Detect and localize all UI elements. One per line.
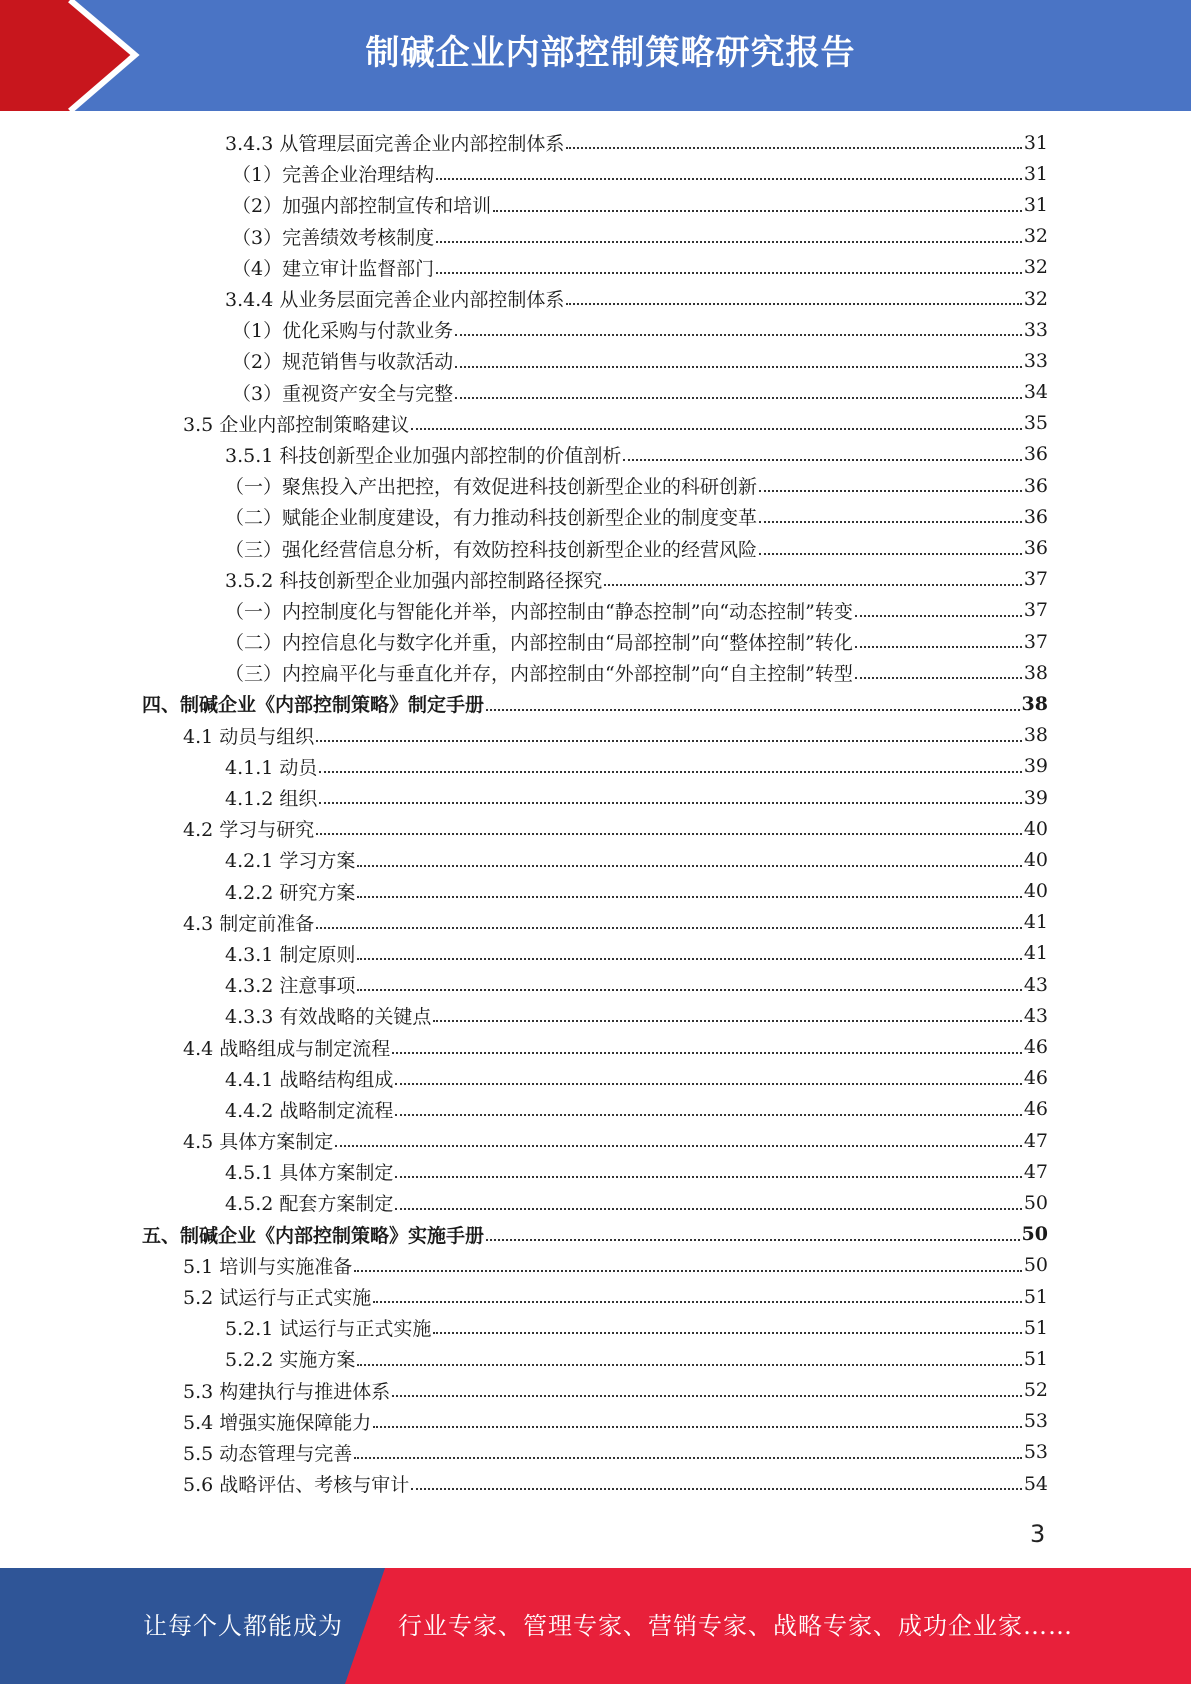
toc-leader-dots	[354, 1457, 1022, 1459]
toc-leader-dots	[373, 1426, 1022, 1428]
table-of-contents	[0, 127, 1191, 1499]
toc-entry-label: 4.5 具体方案制定	[183, 1131, 334, 1154]
toc-entry-label: 5.3 构建执行与推进体系	[183, 1380, 391, 1403]
toc-entry-label: 4.2 学习与研究	[183, 819, 315, 842]
toc-entry-label: 3.4.3 从管理层面完善企业内部控制体系	[225, 133, 565, 156]
toc-entry[interactable]	[0, 969, 1191, 1000]
toc-entry-label: 5.4 增强实施保障能力	[183, 1411, 372, 1434]
toc-entry-page: 46	[1023, 1067, 1048, 1090]
toc-leader-dots	[395, 1208, 1021, 1210]
header-arrow-decoration	[0, 0, 150, 111]
page-header	[0, 0, 1191, 111]
toc-entry-page: 47	[1023, 1160, 1048, 1183]
toc-entry-page: 52	[1023, 1379, 1048, 1402]
toc-entry-page: 53	[1023, 1410, 1048, 1433]
toc-leader-dots	[759, 553, 1022, 555]
toc-entry-label: （一）聚焦投入产出把控，有效促进科技创新型企业的科研创新	[225, 476, 758, 499]
toc-entry-page: 50	[1021, 1223, 1048, 1246]
toc-entry[interactable]	[0, 688, 1191, 719]
toc-entry-page: 39	[1023, 755, 1048, 778]
toc-leader-dots	[357, 958, 1021, 960]
toc-entry-label: 5.2 试运行与正式实施	[183, 1287, 372, 1310]
toc-entry-page: 38	[1023, 724, 1048, 747]
toc-entry-page: 51	[1023, 1347, 1048, 1370]
toc-leader-dots	[395, 1083, 1021, 1085]
toc-leader-dots	[357, 989, 1021, 991]
toc-entry-page: 33	[1023, 349, 1048, 372]
toc-entry[interactable]	[0, 221, 1191, 252]
toc-leader-dots	[436, 241, 1022, 243]
toc-entry[interactable]	[0, 1063, 1191, 1094]
toc-entry-page: 53	[1023, 1441, 1048, 1464]
toc-entry[interactable]	[0, 1250, 1191, 1281]
toc-entry-label: 4.2.2 研究方案	[225, 881, 356, 904]
toc-entry-label: 3.4.4 从业务层面完善企业内部控制体系	[225, 289, 565, 312]
footer-slogan-left: 让每个人都能成为	[143, 1612, 343, 1640]
toc-entry[interactable]	[0, 1000, 1191, 1031]
toc-entry-page: 46	[1023, 1098, 1048, 1121]
toc-entry-page: 36	[1023, 474, 1048, 497]
toc-entry-page: 37	[1023, 630, 1048, 653]
toc-entry[interactable]	[0, 1125, 1191, 1156]
toc-entry-page: 31	[1023, 193, 1048, 216]
toc-entry-page: 36	[1023, 537, 1048, 560]
toc-entry-page: 50	[1023, 1254, 1048, 1277]
toc-entry-page: 31	[1023, 131, 1048, 154]
toc-entry[interactable]	[0, 1343, 1191, 1374]
toc-entry-page: 33	[1023, 318, 1048, 341]
toc-entry-page: 38	[1021, 692, 1048, 715]
toc-entry-page: 39	[1023, 786, 1048, 809]
toc-entry[interactable]	[0, 189, 1191, 220]
toc-entry-page: 41	[1023, 911, 1048, 934]
toc-leader-dots	[316, 740, 1022, 742]
toc-entry-page: 40	[1023, 848, 1048, 871]
toc-leader-dots	[455, 397, 1022, 399]
toc-entry-label: 5.2.1 试运行与正式实施	[225, 1318, 432, 1341]
toc-entry[interactable]	[0, 813, 1191, 844]
toc-entry-page: 43	[1023, 1004, 1048, 1027]
toc-entry[interactable]	[0, 470, 1191, 501]
toc-entry[interactable]	[0, 345, 1191, 376]
toc-leader-dots	[486, 709, 1020, 711]
toc-entry-label: 5.2.2 实施方案	[225, 1349, 356, 1372]
toc-entry-page: 46	[1023, 1036, 1048, 1059]
toc-entry-page: 36	[1023, 443, 1048, 466]
toc-leader-dots	[759, 521, 1022, 523]
toc-entry[interactable]	[0, 595, 1191, 626]
toc-entry-page: 43	[1023, 973, 1048, 996]
toc-entry[interactable]	[0, 1437, 1191, 1468]
toc-entry-label: 5.6 战略评估、考核与审计	[183, 1474, 410, 1497]
toc-leader-dots	[357, 865, 1021, 867]
toc-entry-label: 4.5.2 配套方案制定	[225, 1193, 394, 1216]
toc-entry[interactable]	[0, 314, 1191, 345]
toc-entry-label: 4.3.2 注意事项	[225, 975, 356, 998]
toc-entry-label: （三）强化经营信息分析，有效防控科技创新型企业的经营风险	[225, 538, 758, 561]
toc-entry-page: 51	[1023, 1285, 1048, 1308]
toc-leader-dots	[759, 490, 1022, 492]
toc-entry-page: 32	[1023, 287, 1048, 310]
toc-entry-page: 31	[1023, 162, 1048, 185]
toc-entry-label: 5.5 动态管理与完善	[183, 1442, 353, 1465]
toc-entry-page: 35	[1023, 412, 1048, 435]
toc-leader-dots	[316, 833, 1022, 835]
toc-entry-label: 4.1 动员与组织	[183, 725, 315, 748]
toc-leader-dots	[395, 1114, 1021, 1116]
toc-entry[interactable]	[0, 1375, 1191, 1406]
toc-entry-label: （一）内控制度化与智能化并举，内部控制由“静态控制”向“动态控制”转变	[225, 600, 853, 623]
toc-leader-dots	[486, 1239, 1020, 1241]
toc-entry-label: （1）优化采购与付款业务	[232, 320, 454, 343]
toc-leader-dots	[433, 1332, 1021, 1334]
toc-leader-dots	[855, 677, 1022, 679]
toc-entry-label: （二）赋能企业制度建设，有力推动科技创新型企业的制度变革	[225, 507, 758, 530]
toc-leader-dots	[357, 896, 1021, 898]
toc-entry[interactable]	[0, 1187, 1191, 1218]
toc-entry-label: 4.4.2 战略制定流程	[225, 1099, 394, 1122]
toc-leader-dots	[436, 272, 1022, 274]
toc-entry-label: 四、制碱企业《内部控制策略》制定手册	[142, 694, 485, 717]
toc-entry[interactable]	[0, 751, 1191, 782]
toc-entry[interactable]	[0, 782, 1191, 813]
toc-entry-label: （3）重视资产安全与完整	[232, 382, 454, 405]
toc-entry-label: 4.4.1 战略结构组成	[225, 1068, 394, 1091]
toc-leader-dots	[316, 927, 1022, 929]
toc-leader-dots	[455, 366, 1022, 368]
toc-leader-dots	[354, 1270, 1022, 1272]
toc-entry-label: （3）完善绩效考核制度	[232, 226, 435, 249]
toc-entry[interactable]	[0, 1219, 1191, 1250]
toc-entry[interactable]	[0, 252, 1191, 283]
footer-slogan-right: 行业专家、管理专家、营销专家、战略专家、成功企业家……	[398, 1612, 1073, 1640]
toc-entry-label: （4）建立审计监督部门	[232, 257, 435, 280]
toc-entry[interactable]	[0, 408, 1191, 439]
toc-entry-label: 4.5.1 具体方案制定	[225, 1162, 394, 1185]
toc-entry[interactable]	[0, 1094, 1191, 1125]
toc-entry-page: 37	[1023, 599, 1048, 622]
toc-entry-page: 50	[1023, 1191, 1048, 1214]
toc-entry-label: 4.3.3 有效战略的关键点	[225, 1006, 432, 1029]
toc-entry-label: 4.2.1 学习方案	[225, 850, 356, 873]
page-number: 3	[1030, 1520, 1046, 1548]
toc-entry-label: 4.3 制定前准备	[183, 912, 315, 935]
toc-entry-page: 34	[1023, 381, 1048, 404]
toc-entry-label: （1）完善企业治理结构	[232, 164, 435, 187]
toc-entry-page: 37	[1023, 568, 1048, 591]
toc-entry-page: 32	[1023, 256, 1048, 279]
toc-entry-page: 51	[1023, 1316, 1048, 1339]
toc-leader-dots	[335, 1145, 1022, 1147]
toc-entry[interactable]	[0, 657, 1191, 688]
toc-entry[interactable]	[0, 907, 1191, 938]
toc-leader-dots	[319, 802, 1021, 804]
toc-leader-dots	[411, 428, 1022, 430]
toc-entry[interactable]	[0, 532, 1191, 563]
toc-entry-label: 五、制碱企业《内部控制策略》实施手册	[142, 1224, 485, 1247]
toc-entry[interactable]	[0, 1031, 1191, 1062]
toc-leader-dots	[566, 147, 1021, 149]
toc-entry-label: （2）规范销售与收款活动	[232, 351, 454, 374]
toc-entry-page: 36	[1023, 505, 1048, 528]
page-footer	[0, 1568, 1191, 1684]
toc-leader-dots	[604, 584, 1021, 586]
toc-entry[interactable]	[0, 720, 1191, 751]
toc-entry[interactable]	[0, 377, 1191, 408]
toc-entry-page: 54	[1023, 1472, 1048, 1495]
header-title: 制碱企业内部控制策略研究报告	[365, 33, 856, 73]
toc-leader-dots	[855, 615, 1022, 617]
toc-leader-dots	[357, 1364, 1021, 1366]
toc-leader-dots	[493, 210, 1022, 212]
toc-entry-page: 40	[1023, 817, 1048, 840]
toc-entry-label: （三）内控扁平化与垂直化并存，内部控制由“外部控制”向“自主控制”转型	[225, 663, 853, 686]
toc-entry-page: 41	[1023, 942, 1048, 965]
toc-entry[interactable]	[0, 938, 1191, 969]
toc-entry-page: 40	[1023, 880, 1048, 903]
toc-entry[interactable]	[0, 501, 1191, 532]
toc-entry[interactable]	[0, 844, 1191, 875]
toc-entry[interactable]	[0, 876, 1191, 907]
toc-leader-dots	[319, 771, 1021, 773]
toc-leader-dots	[392, 1395, 1022, 1397]
toc-entry-label: （2）加强内部控制宣传和培训	[232, 195, 492, 218]
toc-leader-dots	[395, 1176, 1021, 1178]
toc-entry-page: 32	[1023, 225, 1048, 248]
toc-entry[interactable]	[0, 439, 1191, 470]
toc-entry[interactable]	[0, 1281, 1191, 1312]
toc-entry-page: 47	[1023, 1129, 1048, 1152]
toc-leader-dots	[436, 178, 1022, 180]
toc-entry[interactable]	[0, 626, 1191, 657]
toc-leader-dots	[623, 459, 1021, 461]
toc-entry[interactable]	[0, 1156, 1191, 1187]
toc-entry-label: 3.5 企业内部控制策略建议	[183, 413, 410, 436]
toc-leader-dots	[373, 1301, 1022, 1303]
toc-entry-label: 4.1.2 组织	[225, 788, 318, 811]
toc-entry-label: 3.5.1 科技创新型企业加强内部控制的价值剖析	[225, 444, 622, 467]
toc-entry-label: （二）内控信息化与数字化并重，内部控制由“局部控制”向“整体控制”转化	[225, 632, 853, 655]
toc-leader-dots	[411, 1488, 1022, 1490]
toc-leader-dots	[392, 1052, 1022, 1054]
toc-entry[interactable]	[0, 127, 1191, 158]
toc-entry-label: 3.5.2 科技创新型企业加强内部控制路径探究	[225, 569, 603, 592]
toc-entry-label: 4.1.1 动员	[225, 756, 318, 779]
toc-entry[interactable]	[0, 283, 1191, 314]
toc-entry-label: 4.4 战略组成与制定流程	[183, 1037, 391, 1060]
toc-leader-dots	[455, 334, 1022, 336]
toc-leader-dots	[855, 646, 1022, 648]
toc-entry-label: 4.3.1 制定原则	[225, 943, 356, 966]
toc-entry[interactable]	[0, 564, 1191, 595]
toc-leader-dots	[433, 1020, 1021, 1022]
toc-leader-dots	[566, 303, 1021, 305]
toc-entry[interactable]	[0, 1406, 1191, 1437]
toc-entry-label: 5.1 培训与实施准备	[183, 1255, 353, 1278]
toc-entry[interactable]	[0, 158, 1191, 189]
toc-entry-page: 38	[1023, 661, 1048, 684]
toc-entry[interactable]	[0, 1312, 1191, 1343]
toc-entry[interactable]	[0, 1468, 1191, 1499]
